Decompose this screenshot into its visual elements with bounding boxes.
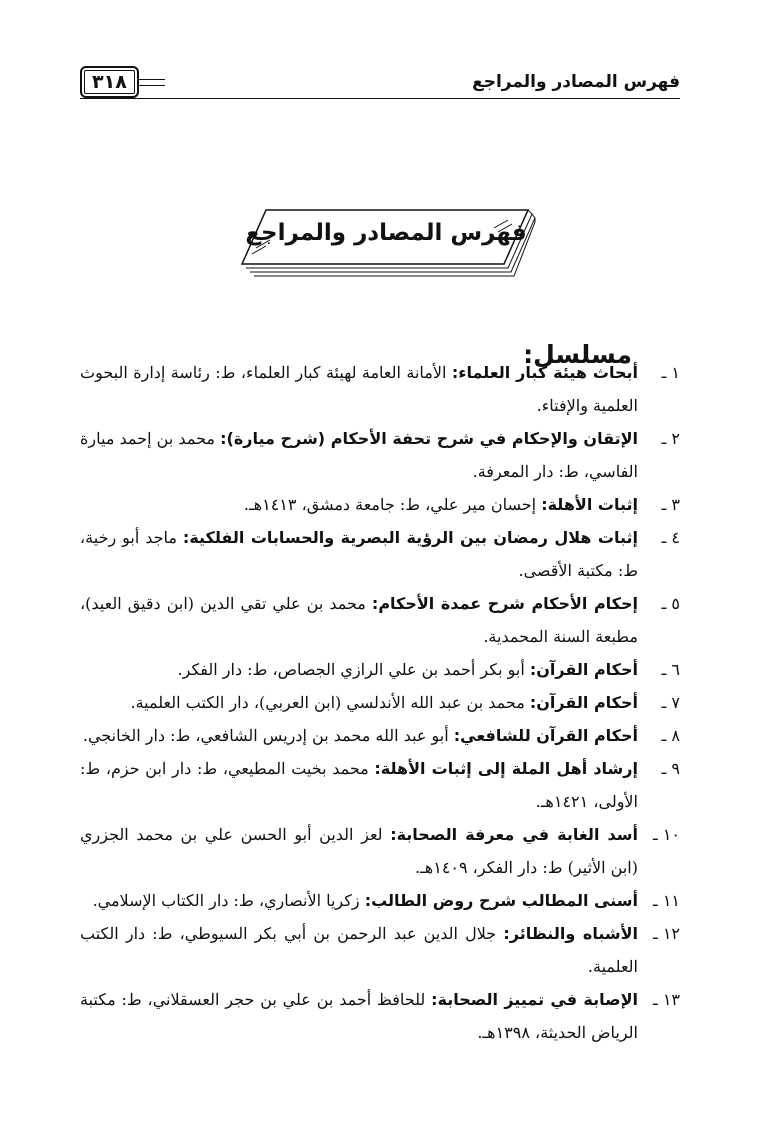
entry-text: لعز الدين أبو الحسن علي بن محمد الجزري (ابن الأثير) ط: دار الفكر، ١٤٠٩هـ. — [80, 825, 638, 877]
entry-text: محمد بن إحمد ميارة الفاسي، ط: دار المعرفة. — [80, 429, 638, 481]
entry-body — [80, 587, 638, 653]
entry-number: ٩ ـ — [661, 759, 680, 778]
reference-entry — [80, 422, 680, 488]
entry-number: ١١ ـ — [653, 891, 680, 910]
entry-number: ١٣ ـ — [653, 990, 680, 1009]
entry-number: ١ ـ — [661, 363, 680, 382]
entry-body — [80, 488, 638, 521]
entry-text: محمد بخيت المطيعي، ط: دار ابن حزم، ط: الأولى، ١٤٢١هـ. — [80, 759, 638, 811]
entry-title: إثبات هلال رمضان بين الرؤية البصرية والحسابات الفلكية: — [182, 528, 639, 547]
entry-number: ٤ ـ — [661, 528, 680, 547]
reference-entry — [80, 587, 680, 653]
entry-body — [80, 653, 638, 686]
section-title: مسلسل: — [523, 340, 632, 369]
entry-text: الأمانة العامة لهيئة كبار العلماء، ط: رئاسة إدارة البحوث العلمية والإفتاء. — [80, 363, 638, 415]
entry-body — [80, 521, 638, 587]
reference-entry — [80, 488, 680, 521]
page-number-box — [80, 66, 171, 98]
entry-body — [80, 818, 638, 884]
entry-title: الإتقان والإحكام في شرح تحفة الأحكام (شرح ميارة): — [220, 429, 639, 448]
entry-number: ١٢ ـ — [653, 924, 680, 943]
reference-entry — [80, 719, 680, 752]
entry-number: ٥ ـ — [661, 594, 680, 613]
entry-text: جلال الدين عبد الرحمن بن أبي بكر السيوطي، ط: دار الكتب العلمية. — [80, 924, 638, 976]
reference-entry — [80, 653, 680, 686]
entry-title: إثبات الأهلة: — [541, 495, 638, 514]
entry-text: إحسان مير علي، ط: جامعة دمشق، ١٤١٣هـ. — [243, 495, 542, 514]
entry-text: محمد بن علي تقي الدين (ابن دقيق العيد)، مطبعة السنة المحمدية. — [80, 594, 638, 646]
page-number: ٣١٨ — [80, 66, 139, 98]
entry-body — [80, 917, 638, 983]
entry-body — [80, 356, 638, 422]
entry-number: ٦ ـ — [661, 660, 680, 679]
entry-body — [80, 983, 638, 1049]
entry-text: ماجد أبو رخية، ط: مكتبة الأقصى. — [80, 528, 638, 580]
page-header — [80, 62, 680, 102]
reference-entry — [80, 521, 680, 587]
entry-body — [80, 686, 638, 719]
entry-title: إرشاد أهل الملة إلى إثبات الأهلة: — [374, 759, 638, 778]
entry-text: أبو عبد الله محمد بن إدريس الشافعي، ط: دار الخانجي. — [82, 726, 454, 745]
reference-entry — [80, 884, 680, 917]
entry-number: ٨ ـ — [661, 726, 680, 745]
banner-title: فهرس المصادر والمراجع — [245, 220, 527, 246]
entry-body — [80, 884, 638, 917]
running-title: فهرس المصادر والمراجع — [472, 72, 680, 92]
entry-title: الأشباه والنظائر: — [503, 924, 639, 943]
entry-body — [80, 719, 638, 752]
entry-title: إحكام الأحكام شرح عمدة الأحكام: — [371, 594, 639, 613]
entry-number: ٧ ـ — [661, 693, 680, 712]
entry-title: أحكام القرآن للشافعي: — [453, 726, 638, 745]
entry-number: ٣ ـ — [661, 495, 680, 514]
entry-title: أسد الغابة في معرفة الصحابة: — [390, 825, 638, 844]
reference-entry — [80, 917, 680, 983]
entry-title: الإصابة في تمييز الصحابة: — [431, 990, 638, 1009]
reference-entry — [80, 983, 680, 1049]
header-rule — [80, 98, 680, 99]
title-banner — [236, 198, 536, 282]
entry-number: ٢ ـ — [661, 429, 680, 448]
reference-entry — [80, 356, 680, 422]
reference-entry — [80, 818, 680, 884]
references-list — [80, 356, 680, 1049]
entry-text: للحافظ أحمد بن علي بن حجر العسقلاني، ط: مكتبة الرياض الحديثة، ١٣٩٨هـ. — [80, 990, 638, 1042]
entry-title: أسنى المطالب شرح روض الطالب: — [364, 891, 638, 910]
reference-entry — [80, 686, 680, 719]
reference-entry — [80, 752, 680, 818]
entry-title: أبحاث هيئة كبار العلماء: — [451, 363, 639, 382]
entry-body — [80, 752, 638, 818]
ornament-rules — [139, 79, 165, 86]
entry-body — [80, 422, 638, 488]
entry-text: محمد بن عبد الله الأندلسي (ابن العربي)، دار الكتب العلمية. — [130, 693, 530, 712]
entry-title: أحكام القرآن: — [529, 693, 638, 712]
entry-text: أبو بكر أحمد بن علي الرازي الجصاص، ط: دار الفكر. — [177, 660, 530, 679]
entry-text: زكريا الأنصاري، ط: دار الكتاب الإسلامي. — [92, 891, 365, 910]
entry-number: ١٠ ـ — [653, 825, 680, 844]
entry-title: أحكام القرآن: — [529, 660, 638, 679]
